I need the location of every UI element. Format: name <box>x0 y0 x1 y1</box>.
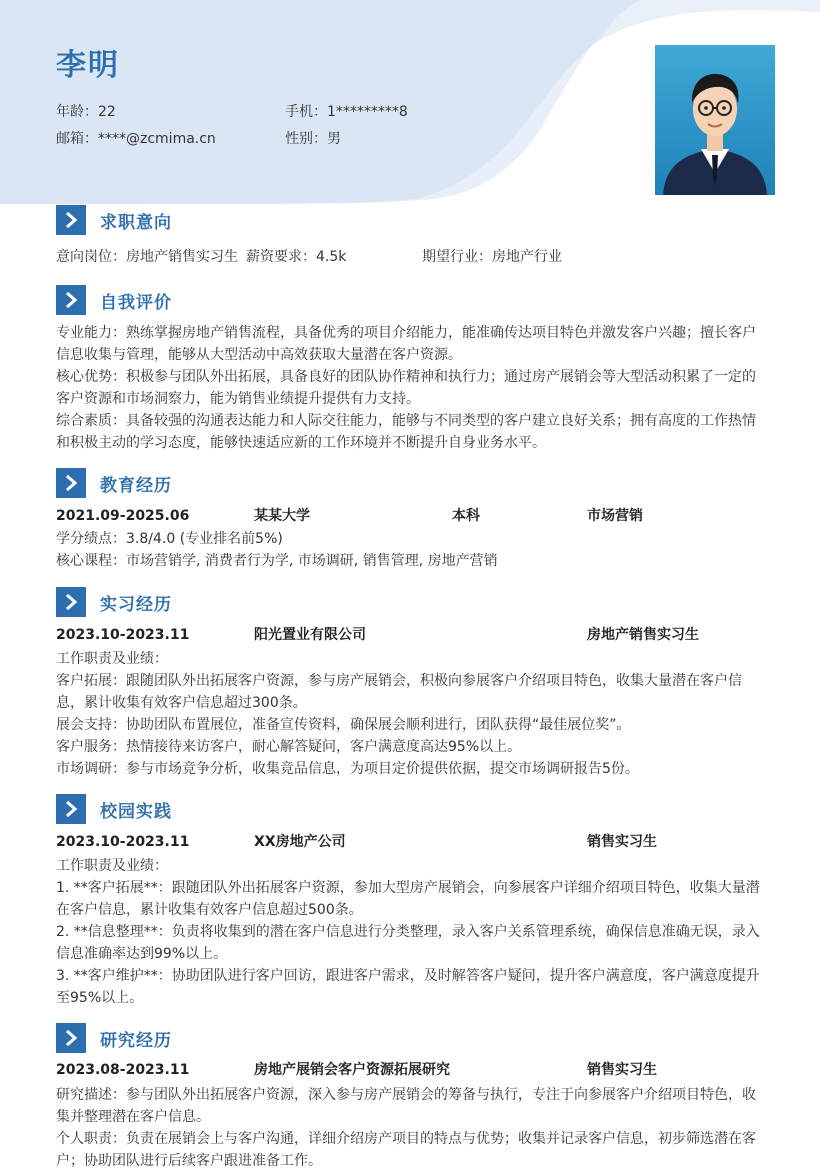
text-line: 研究描述：参与团队外出拓展客户资源，深入参与房产展销会的筹备与执行，专注于向参展客户介绍项目特色，收 <box>56 1087 756 1103</box>
campus-company: XX房地产公司 <box>254 834 346 850</box>
text-line: 核心课程：市场营销学, 消费者行为学, 市场调研, 销售管理, 房地产营销 <box>56 553 498 569</box>
campus-row <box>56 831 766 853</box>
education-row <box>56 505 766 527</box>
section-header-internship <box>56 587 172 617</box>
chevron-right-icon <box>56 468 86 498</box>
text-line: 1. **客户拓展**：跟随团队外出拓展客户资源，参加大型房产展销会，向参展客户详细介绍项目特色，收集大量潜 <box>56 880 760 896</box>
text-line: 综合素质：具备较强的沟通表达能力和人际交往能力，能够与不同类型的客户建立良好关系；拥有高度的工作热情 <box>56 413 756 429</box>
text-line: 2. **信息整理**：负责将收集到的潜在客户信息进行分类整理，录入客户关系管理系统，确保信息准确无误，录入 <box>56 924 760 940</box>
text-line: 户；协助团队进行后续客户跟进准备工作。 <box>56 1153 322 1169</box>
research-details <box>56 1084 766 1172</box>
section-title-internship: 实习经历 <box>100 594 172 615</box>
text-line: 和积极主动的学习态度，能够快速适应新的工作环境并不断提升自身业务水平。 <box>56 435 546 451</box>
intent-industry: 期望行业：房地产行业 <box>422 249 562 265</box>
text-line: 专业能力：熟练掌握房地产销售流程，具备优秀的项目介绍能力，能准确传达项目特色并激发客户兴趣；擅长客户 <box>56 325 756 341</box>
section-title-self-eval: 自我评价 <box>100 292 172 313</box>
section-header-research <box>56 1023 172 1053</box>
education-school: 某某大学 <box>254 508 310 524</box>
internship-date: 2023.10-2023.11 <box>56 627 190 643</box>
research-project: 房地产展销会客户资源拓展研究 <box>254 1062 450 1078</box>
internship-details <box>56 648 766 780</box>
self-eval-text <box>56 322 766 454</box>
text-line: 至95%以上。 <box>56 990 144 1006</box>
text-line: 客户资源和市场洞察力，能为销售业绩提升提供有力支持。 <box>56 391 420 407</box>
education-date: 2021.09-2025.06 <box>56 508 190 524</box>
gender-field: 性别：男 <box>285 131 341 147</box>
research-row <box>56 1059 766 1081</box>
text-line: 客户服务：热情接待来访客户，耐心解答疑问，客户满意度高达95%以上。 <box>56 739 522 755</box>
text-line: 市场调研：参与市场竞争分析，收集竞品信息，为项目定价提供依据，提交市场调研报告5份。 <box>56 761 639 777</box>
text-line: 工作职责及业绩： <box>56 858 168 874</box>
internship-role: 房地产销售实习生 <box>587 627 699 643</box>
campus-date: 2023.10-2023.11 <box>56 834 190 850</box>
text-line: 信息收集与管理，能够从大型活动中高效获取大量潜在客户资源。 <box>56 347 462 363</box>
section-header-self-eval <box>56 285 172 315</box>
chevron-right-icon <box>56 285 86 315</box>
text-line: 信息准确率达到99%以上。 <box>56 946 228 962</box>
text-line: 工作职责及业绩： <box>56 651 168 667</box>
section-title-education: 教育经历 <box>100 475 172 496</box>
chevron-right-icon <box>56 205 86 235</box>
profile-photo <box>655 45 775 195</box>
text-line: 在客户信息，累计收集有效客户信息超过500条。 <box>56 902 363 918</box>
education-degree: 本科 <box>452 508 480 524</box>
text-line: 学分绩点：3.8/4.0 (专业排名前5%) <box>56 531 283 547</box>
text-line: 息，累计收集有效客户信息超过300条。 <box>56 695 307 711</box>
phone-field: 手机：1*********8 <box>285 104 408 120</box>
section-title-intent: 求职意向 <box>100 212 172 233</box>
education-details <box>56 528 766 572</box>
internship-row <box>56 624 766 646</box>
section-title-campus: 校园实践 <box>100 801 172 822</box>
campus-details <box>56 855 766 1009</box>
email-field: 邮箱：****@zcmima.cn <box>56 131 216 147</box>
education-major: 市场营销 <box>587 508 643 524</box>
text-line: 核心优势：积极参与团队外出拓展，具备良好的团队协作精神和执行力；通过房产展销会等大型活动积累了一定的 <box>56 369 756 385</box>
intent-salary: 薪资要求：4.5k <box>246 249 347 265</box>
candidate-name: 李明 <box>56 48 120 83</box>
campus-role: 销售实习生 <box>587 834 657 850</box>
section-header-intent <box>56 205 172 235</box>
text-line: 集并整理潜在客户信息。 <box>56 1109 210 1125</box>
chevron-right-icon <box>56 1023 86 1053</box>
internship-company: 阳光置业有限公司 <box>254 627 366 643</box>
text-line: 客户拓展：跟随团队外出拓展客户资源，参与房产展销会，积极向参展客户介绍项目特色，收集大量潜在客户信 <box>56 673 742 689</box>
section-header-education <box>56 468 172 498</box>
text-line: 3. **客户维护**：协助团队进行客户回访，跟进客户需求，及时解答客户疑问，提升客户满意度，客户满意度提升 <box>56 968 760 984</box>
section-title-research: 研究经历 <box>100 1030 172 1051</box>
research-date: 2023.08-2023.11 <box>56 1062 190 1078</box>
research-role: 销售实习生 <box>587 1062 657 1078</box>
age-field: 年龄：22 <box>56 104 116 120</box>
intent-position: 意向岗位：房地产销售实习生 <box>56 249 238 265</box>
chevron-right-icon <box>56 587 86 617</box>
text-line: 展会支持：协助团队布置展位，准备宣传资料，确保展会顺利进行，团队获得“最佳展位奖”。 <box>56 717 631 733</box>
text-line: 个人职责：负责在展销会上与客户沟通，详细介绍房产项目的特点与优势；收集并记录客户信息，初步筛选潜在客 <box>56 1131 756 1147</box>
chevron-right-icon <box>56 794 86 824</box>
intent-row <box>56 246 766 268</box>
section-header-campus <box>56 794 172 824</box>
